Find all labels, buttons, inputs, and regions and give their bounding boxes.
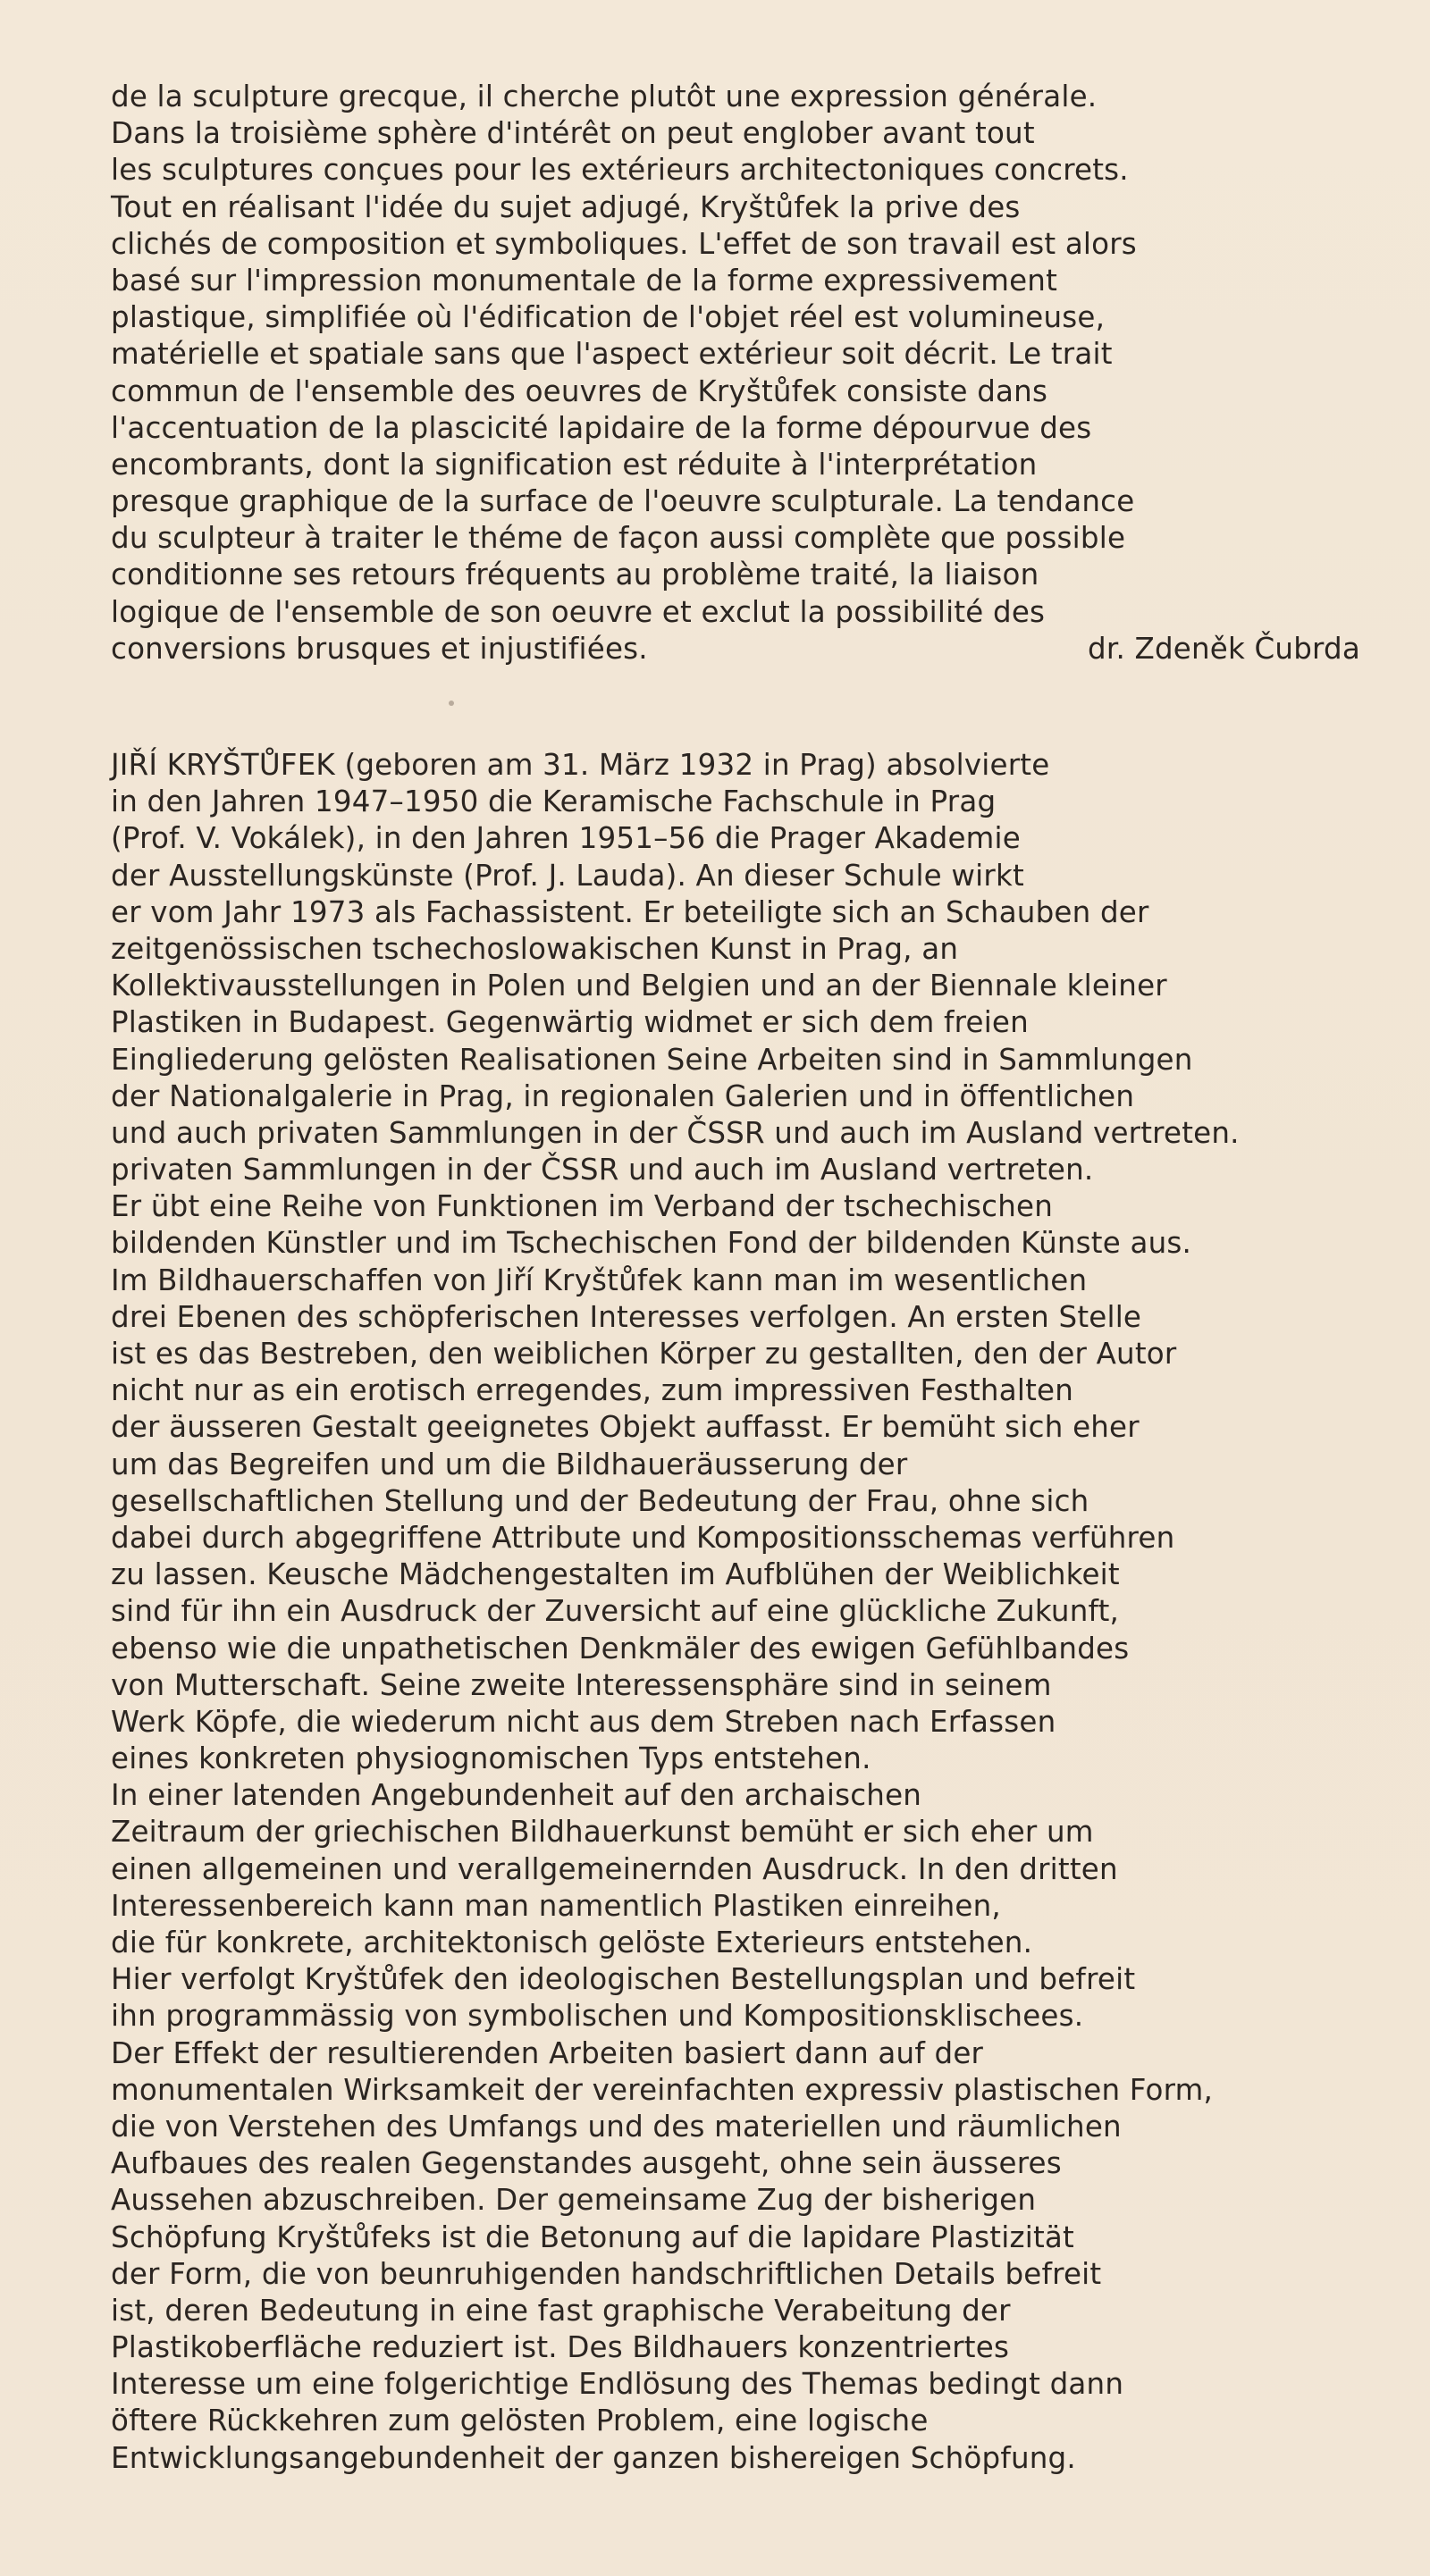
text-line: Aussehen abzuschreiben. Der gemeinsame Zug der bisherigen	[111, 2183, 1037, 2218]
text-line: der Nationalgalerie in Prag, in regionalen Galerien und in öffentlichen	[111, 1078, 1135, 1113]
text-line: ebenso wie die unpathetischen Denkmäler des ewigen Gefühlbandes	[111, 1631, 1130, 1666]
text-line: drei Ebenen des schöpferischen Interesses verfolgen. An ersten Stelle	[111, 1299, 1142, 1334]
text-line: Im Bildhauerschaffen von Jiří Kryštůfek kann man im wesentlichen	[111, 1263, 1088, 1297]
text-line: matérielle et spatiale sans que l'aspect extérieur soit décrit. Le trait	[111, 337, 1113, 372]
text-line: Interessenbereich kann man namentlich Plastiken einreihen,	[111, 1888, 1001, 1923]
text-line: plastique, simplifiée où l'édification de l'objet réel est volumineuse,	[111, 300, 1106, 335]
text-line: (Prof. V. Vokálek), in den Jahren 1951–56 die Prager Akademie	[111, 821, 1021, 856]
text-line: ihn programmässig von symbolischen und Kompositionsklischees.	[111, 1999, 1084, 2034]
text-line: ist es das Bestreben, den weiblichen Körper zu gestallten, den der Autor	[111, 1337, 1177, 1371]
text-line: l'accentuation de la plascicité lapidaire de la forme dépourvue des	[111, 410, 1092, 445]
text-line: und auch privaten Sammlungen in der ČSSR und auch im Ausland vertreten.	[111, 1115, 1240, 1150]
text-line: commun de l'ensemble des oeuvres de Kryštůfek consiste dans	[111, 373, 1048, 408]
text-line: Tout en réalisant l'idée du sujet adjugé, Kryštůfek la prive des	[111, 189, 1021, 224]
text-line: der äusseren Gestalt geeignetes Objekt auffasst. Er bemüht sich eher	[111, 1410, 1140, 1445]
text-line: conversions brusques et injustifiées.	[111, 631, 648, 666]
text-line: gesellschaftlichen Stellung und der Bedeutung der Frau, ohne sich	[111, 1483, 1089, 1518]
text-line: nicht nur as ein erotisch erregendes, zum impressiven Festhalten	[111, 1373, 1074, 1408]
author-signature: dr. Zdeněk Čubrda	[1088, 631, 1360, 666]
text-line: In einer latenden Angebundenheit auf den archaischen	[111, 1778, 922, 1813]
text-line: in den Jahren 1947–1950 die Keramische Fachschule in Prag	[111, 785, 997, 819]
text-line: logique de l'ensemble de son oeuvre et exclut la possibilité des	[111, 594, 1046, 629]
text-line: Kollektivausstellungen in Polen und Belgien und an der Biennale kleiner	[111, 969, 1167, 1003]
text-line: von Mutterschaft. Seine zweite Interessensphäre sind in seinem	[111, 1667, 1052, 1702]
text-line: les sculptures conçues pour les extérieurs architectoniques concrets.	[111, 153, 1129, 188]
text-line: ist, deren Bedeutung in eine fast graphische Verabeitung der	[111, 2293, 1011, 2328]
text-line: Dans la troisième sphère d'intérêt on peut englober avant tout	[111, 116, 1035, 151]
text-line: conditionne ses retours fréquents au problème traité, la liaison	[111, 558, 1039, 592]
german-text-block	[111, 747, 1380, 2477]
text-line: du sculpteur à traiter le théme de façon aussi complète que possible	[111, 521, 1126, 556]
paper-speck	[449, 701, 454, 706]
text-line: die für konkrete, architektonisch gelöste Exterieurs entstehen.	[111, 1926, 1033, 1959]
text-line: privaten Sammlungen in der ČSSR und auch im Ausland vertreten.	[111, 1153, 1094, 1187]
text-line: Plastikoberfläche reduziert ist. Des Bildhauers konzentriertes	[111, 2330, 1010, 2365]
text-line: Interesse um eine folgerichtige Endlösung des Themas bedingt dann	[111, 2367, 1124, 2402]
text-line: basé sur l'impression monumentale de la forme expressivement	[111, 263, 1058, 298]
text-line: monumentalen Wirksamkeit der vereinfachten expressiv plastischen Form,	[111, 2072, 1214, 2107]
text-line: dabei durch abgegriffene Attribute und Kompositionsschemas verführen	[111, 1520, 1175, 1555]
text-line: öftere Rückkehren zum gelösten Problem, eine logische	[111, 2404, 929, 2438]
text-line: einen allgemeinen und verallgemeinernden Ausdruck. In den dritten	[111, 1851, 1118, 1886]
text-line: die von Verstehen des Umfangs und des materiellen und räumlichen	[111, 2109, 1122, 2144]
text-line: Aufbaues des realen Gegenstandes ausgeht, ohne sein äusseres	[111, 2146, 1062, 2181]
text-line: Werk Köpfe, die wiederum nicht aus dem Streben nach Erfassen	[111, 1704, 1056, 1739]
text-line: JIŘÍ KRYŠTŮFEK (geboren am 31. März 1932 in Prag) absolvierte	[111, 748, 1050, 782]
text-line: Eingliederung gelösten Realisationen Seine Arbeiten sind in Sammlungen	[111, 1042, 1193, 1077]
text-line: um das Begreifen und um die Bildhaueräusserung der	[111, 1447, 908, 1481]
text-line: zeitgenössischen tschechoslowakischen Kunst in Prag, an	[111, 931, 959, 966]
text-line: bildenden Künstler und im Tschechischen Fond der bildenden Künste aus.	[111, 1226, 1192, 1261]
text-line: Plastiken in Budapest. Gegenwärtig widmet er sich dem freien	[111, 1005, 1029, 1040]
last-line-with-signature	[111, 631, 1380, 667]
text-line: sind für ihn ein Ausdruck der Zuversicht auf eine glückliche Zukunft,	[111, 1594, 1120, 1629]
text-line: Entwicklungsangebundenheit der ganzen bishereigen Schöpfung.	[111, 2440, 1076, 2475]
text-line: Hier verfolgt Kryštůfek den ideologischen Bestellungsplan und befreit	[111, 1962, 1136, 1997]
text-line: Er übt eine Reihe von Funktionen im Verband der tschechischen	[111, 1189, 1054, 1224]
french-text-block	[111, 79, 1380, 667]
text-line: clichés de composition et symboliques. L'effet de son travail est alors	[111, 226, 1137, 261]
text-line: Zeitraum der griechischen Bildhauerkunst bemüht er sich eher um	[111, 1815, 1094, 1850]
text-line: encombrants, dont la signification est réduite à l'interprétation	[111, 447, 1038, 482]
text-line: zu lassen. Keusche Mädchengestalten im Aufblühen der Weiblichkeit	[111, 1557, 1120, 1592]
text-line: der Ausstellungskünste (Prof. J. Lauda). An dieser Schule wirkt	[111, 858, 1024, 893]
text-line: de la sculpture grecque, il cherche plutôt une expression générale.	[111, 80, 1098, 113]
text-line: eines konkreten physiognomischen Typs entstehen.	[111, 1741, 871, 1776]
text-line: Schöpfung Kryštůfeks ist die Betonung auf die lapidare Plastizität	[111, 2219, 1074, 2254]
text-line: er vom Jahr 1973 als Fachassistent. Er beteiligte sich an Schauben der	[111, 894, 1149, 929]
text-line: Der Effekt der resultierenden Arbeiten basiert dann auf der	[111, 2035, 984, 2070]
text-line: der Form, die von beunruhigenden handschriftlichen Details befreit	[111, 2256, 1102, 2291]
text-line: presque graphique de la surface de l'oeuvre sculpturale. La tendance	[111, 484, 1135, 519]
